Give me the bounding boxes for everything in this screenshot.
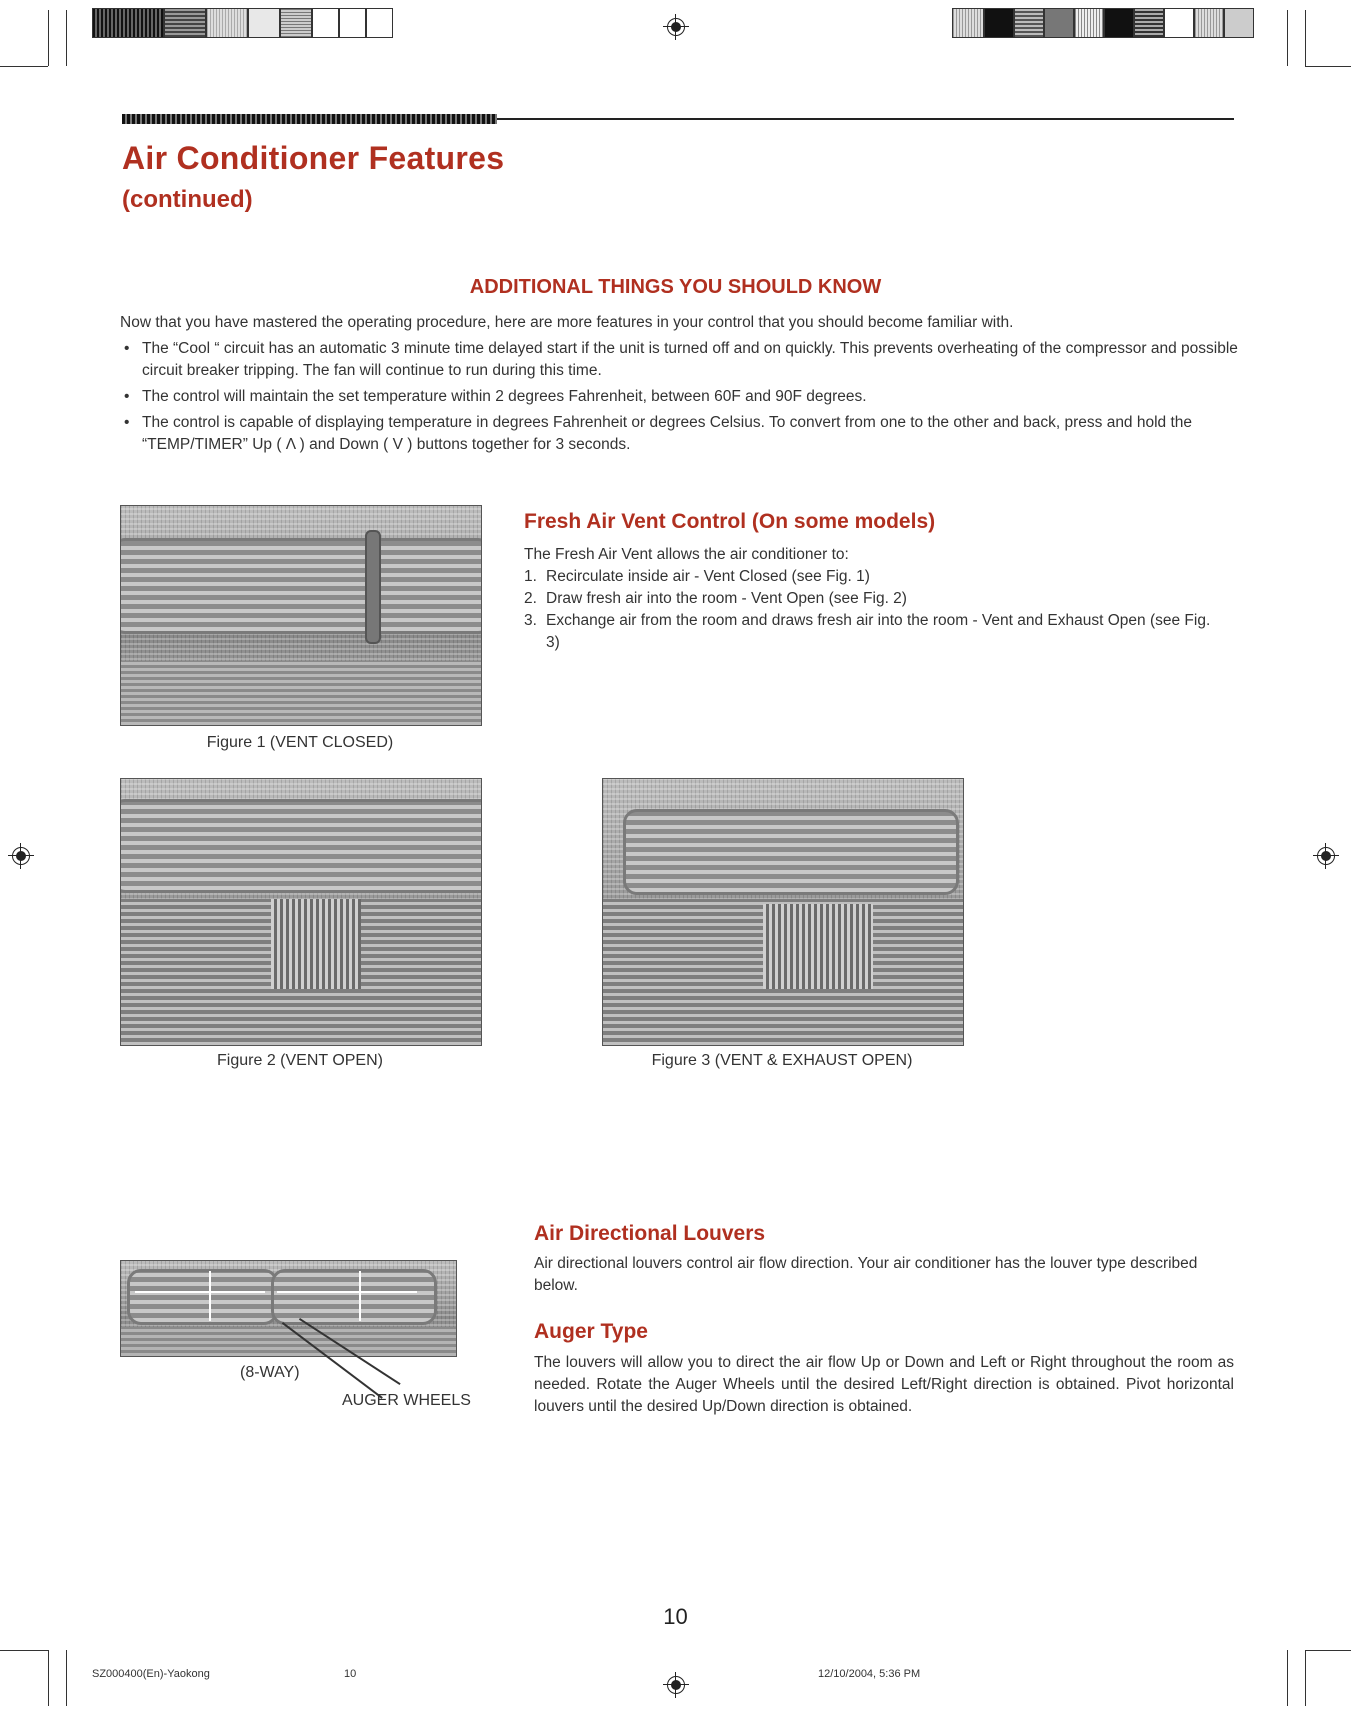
header-rule	[122, 114, 1234, 124]
crop-mark	[48, 10, 49, 66]
arrow-up-down-icon	[209, 1271, 211, 1321]
arrow-left-right-icon	[135, 1291, 265, 1293]
louver-photo	[120, 1260, 457, 1357]
page-subtitle: (continued)	[122, 186, 253, 213]
registration-mark-icon	[1313, 843, 1339, 869]
registration-mark-icon	[8, 843, 34, 869]
crop-mark	[1305, 66, 1351, 67]
registration-mark-icon	[663, 14, 689, 40]
figure-3-photo	[602, 778, 964, 1046]
crop-mark	[1305, 1650, 1351, 1651]
page-number: 10	[663, 1604, 688, 1629]
crop-mark	[0, 66, 48, 67]
crop-mark	[1287, 1650, 1288, 1706]
step-text: Draw fresh air into the room - Vent Open (see Fig. 2)	[546, 590, 907, 607]
fresh-air-text	[524, 544, 1214, 654]
figure-2-caption: Figure 2 (VENT OPEN)	[217, 1052, 383, 1069]
crop-mark	[1305, 1650, 1306, 1706]
auger-text: The louvers will allow you to direct the air flow Up or Down and Left or Right throughout the room as needed. Rotate the Auger Wheels until the desired Left/Right direction is obtained. Pivot horizontal louvers until the desired Up/Down direction is obtained.	[534, 1354, 1234, 1415]
arrow-left-right-icon	[277, 1291, 417, 1293]
color-bar-right	[952, 8, 1254, 36]
step-number: 2.	[524, 590, 537, 607]
color-bar-left	[92, 8, 393, 36]
crop-mark	[66, 1650, 67, 1706]
list-item	[524, 610, 1214, 654]
louver-label-8-way: (8-WAY)	[240, 1364, 300, 1381]
figure-2-photo	[120, 778, 482, 1046]
section-heading: ADDITIONAL THINGS YOU SHOULD KNOW	[469, 276, 882, 298]
step-number: 3.	[524, 612, 537, 629]
crop-mark	[1287, 10, 1288, 66]
list-item	[524, 566, 1214, 588]
registration-mark-icon	[663, 1672, 689, 1698]
step-number: 1.	[524, 568, 537, 585]
louver-label-auger-wheels: AUGER WHEELS	[342, 1392, 471, 1409]
figure-3-caption: Figure 3 (VENT & EXHAUST OPEN)	[651, 1052, 913, 1069]
footer-file-name: SZ000400(En)-Yaokong	[92, 1668, 210, 1680]
crop-mark	[0, 1650, 48, 1651]
step-text: Recirculate inside air - Vent Closed (see Fig. 1)	[546, 568, 870, 585]
intro-paragraph: Now that you have mastered the operating procedure, here are more features in your control that you should become familiar with.	[120, 314, 1014, 331]
auger-heading: Auger Type	[534, 1320, 648, 1343]
crop-mark	[48, 1650, 49, 1706]
bullet-list	[120, 338, 1240, 460]
fresh-air-heading: Fresh Air Vent Control (On some models)	[524, 510, 936, 533]
louvers-heading: Air Directional Louvers	[534, 1222, 766, 1245]
figure-1-photo	[120, 505, 482, 726]
fresh-air-intro: The Fresh Air Vent allows the air conditioner to:	[524, 546, 849, 563]
footer-timestamp: 12/10/2004, 5:36 PM	[818, 1668, 921, 1680]
crop-mark	[1305, 10, 1306, 66]
step-text: Exchange air from the room and draws fresh air into the room - Vent and Exhaust Open (see Fig. 3)	[546, 612, 1211, 651]
list-item: • The “Cool “ circuit has an automatic 3 minute time delayed start if the unit is turned off and on quickly. This prevents overheating of the compressor and possible circuit breaker tripping. The fan will continue to run during this time.	[120, 338, 1240, 382]
list-item	[524, 588, 1214, 610]
crop-mark	[66, 10, 67, 66]
louvers-text: Air directional louvers control air flow direction. Your air conditioner has the louver type described below.	[534, 1255, 1198, 1294]
list-item: • The control will maintain the set temperature within 2 degrees Fahrenheit, between 60F and 90F degrees.	[120, 386, 1240, 408]
figure-1-caption: Figure 1 (VENT CLOSED)	[206, 734, 394, 751]
footer-page: 10	[344, 1668, 357, 1680]
list-item: • The control is capable of displaying temperature in degrees Fahrenheit or degrees Celsius. To convert from one to the other and back, press and hold the “TEMP/TIMER” Up ( Λ ) and Down ( V ) buttons together for 3 seconds.	[120, 412, 1240, 456]
page-title: Air Conditioner Features	[122, 140, 505, 176]
arrow-up-down-icon	[359, 1271, 361, 1321]
